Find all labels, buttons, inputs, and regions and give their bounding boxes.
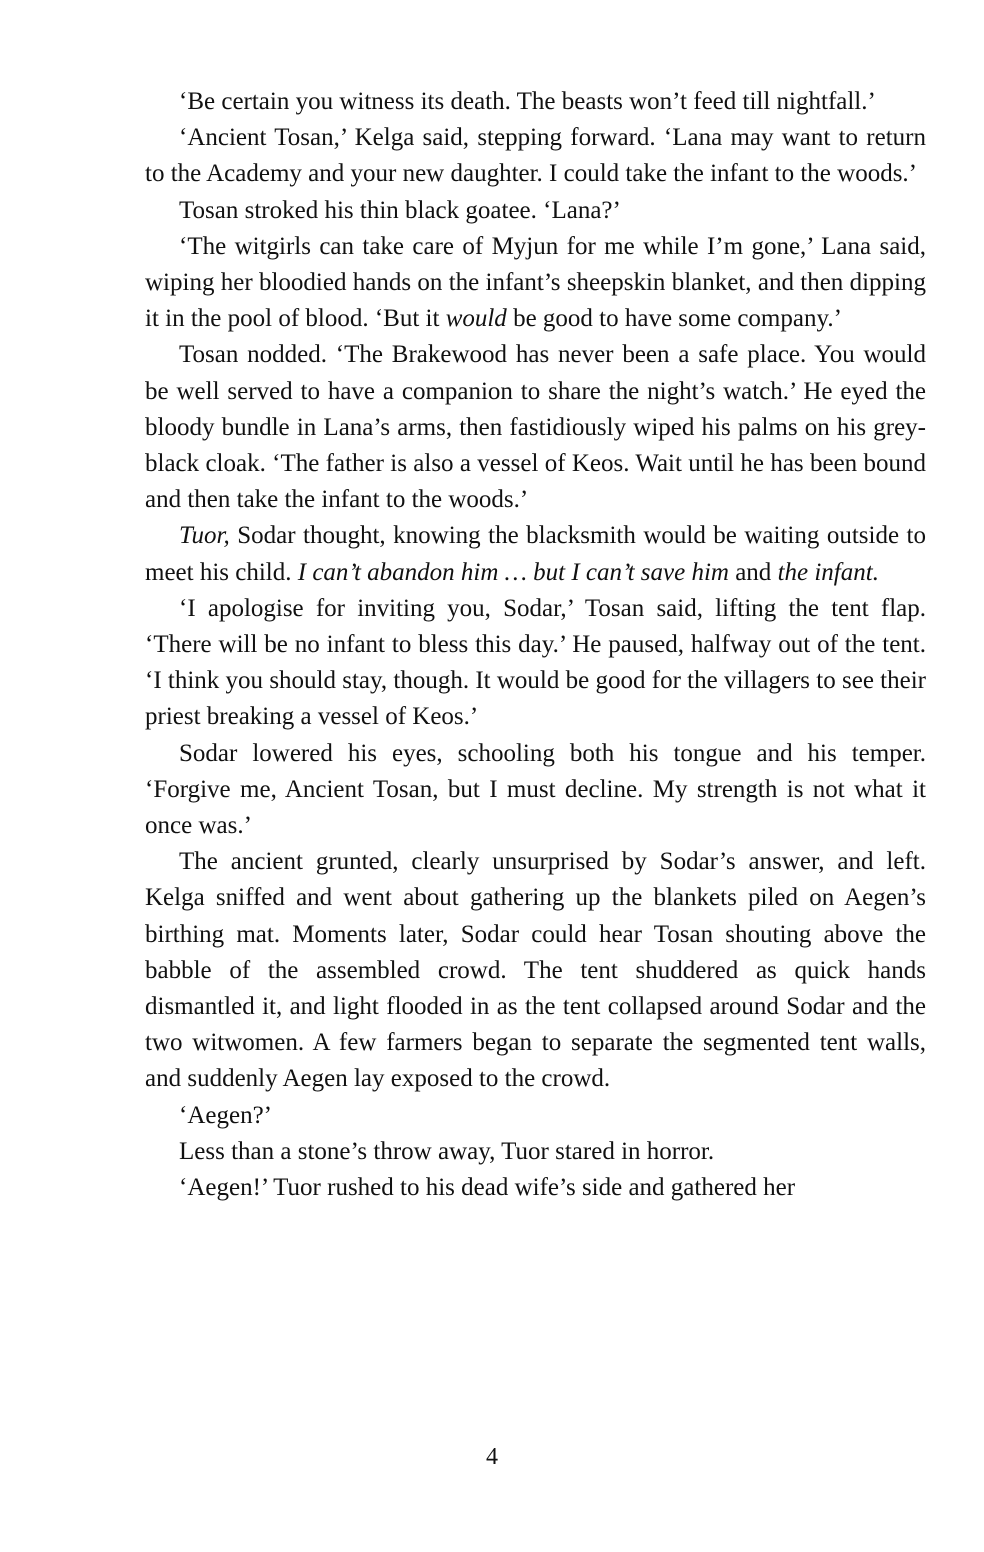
paragraph	[145, 591, 926, 736]
paragraph	[145, 84, 926, 120]
text-run: Sodar thought, knowing the blacksmith would be waiting outside to meet his child.	[145, 522, 926, 586]
italic-run: would	[445, 305, 507, 333]
page-number: 4	[486, 1444, 498, 1470]
text-run: be good to have some company.’	[506, 305, 842, 333]
paragraph	[145, 736, 926, 845]
text-run: ‘Aegen?’	[179, 1101, 272, 1129]
text-run: and	[728, 558, 778, 586]
paragraph	[145, 1170, 926, 1206]
text-run: Tosan stroked his thin black goatee. ‘Lana?’	[179, 196, 621, 224]
italic-run: the infant.	[777, 558, 879, 586]
paragraph	[145, 518, 926, 590]
paragraph	[145, 844, 926, 1097]
paragraph	[145, 1134, 926, 1170]
text-run: ‘The witgirls can take care of Myjun for me while I’m gone,’ Lana said, wiping her bloodied hands on the infant’s sheepskin blanket, and then dipping it in the pool of blood. ‘But it	[145, 232, 926, 333]
text-run: Tosan nodded. ‘The Brakewood has never been a safe place. You would be well served to have a companion to share the night’s watch.’ He eyed the bloody bundle in Lana’s arms, then fastidiously wiped his palms on his grey-black cloak. ‘The father is also a vessel of Keos. Wait until he has been bound and then take the infant to the woods.’	[145, 341, 926, 514]
paragraph	[145, 193, 926, 229]
text-run: Sodar lowered his eyes, schooling both his tongue and his temper. ‘Forgive me, Ancient Tosan, but I must decline. My strength is not what it once was.’	[145, 739, 926, 840]
text-run: Less than a stone’s throw away, Tuor stared in horror.	[179, 1137, 715, 1165]
paragraph	[145, 1098, 926, 1134]
body-text	[145, 84, 926, 1206]
paragraph	[145, 120, 926, 192]
paragraph	[145, 229, 926, 338]
italic-run: I can’t abandon him … but I can’t save him	[297, 558, 729, 586]
text-run: ‘Ancient Tosan,’ Kelga said, stepping forward. ‘Lana may want to return to the Academy and your new daughter. I could take the infant to the woods.’	[145, 124, 926, 188]
paragraph	[145, 337, 926, 518]
text-run: ‘I apologise for inviting you, Sodar,’ Tosan said, lifting the tent flap. ‘There will be no infant to bless this day.’ He paused, halfway out of the tent. ‘I think you should stay, though. It would be good for the villagers to see their priest breaking a vessel of Keos.’	[145, 594, 926, 731]
italic-run: Tuor,	[179, 522, 230, 550]
text-run: The ancient grunted, clearly unsurprised by Sodar’s answer, and left. Kelga sniffed and went about gathering up the blankets piled on Aegen’s birthing mat. Moments later, Sodar could hear Tosan shouting above the babble of the assembled crowd. The tent shuddered as quick hands dismantled it, and light flooded in as the tent collapsed around Sodar and the two witwomen. A few farmers began to separate the segmented tent walls, and suddenly Aegen lay exposed to the crowd.	[145, 848, 926, 1093]
text-run: ‘Be certain you witness its death. The beasts won’t feed till nightfall.’	[179, 88, 876, 115]
text-run: ‘Aegen!’ Tuor rushed to his dead wife’s side and gathered her	[179, 1174, 796, 1202]
